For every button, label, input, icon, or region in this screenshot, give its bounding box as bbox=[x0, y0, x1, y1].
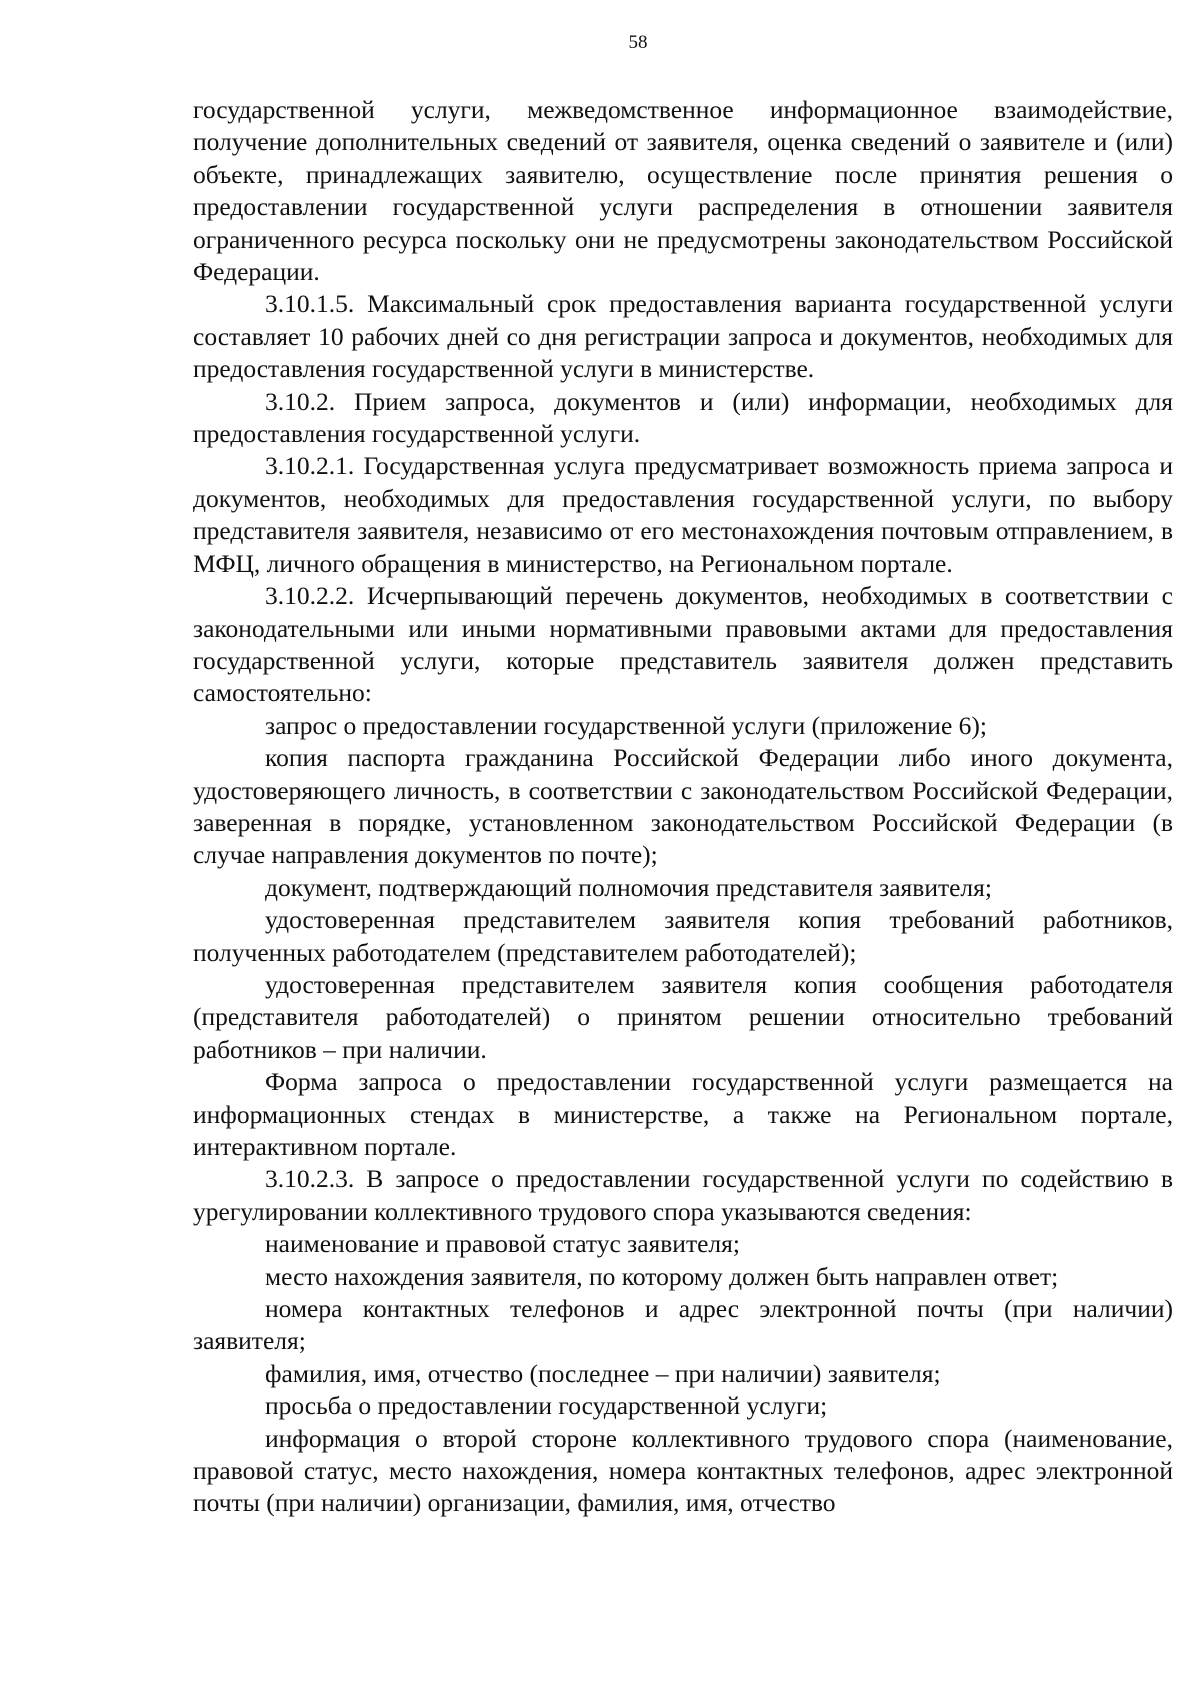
paragraph: наименование и правовой статус заявителя; bbox=[265, 1229, 740, 1259]
paragraph: 3.10.2.2. Исчерпывающий перечень документов, необходимых в соответствии с законодательными или иными нормативными правовыми актами для предоставления государственной услуги, которые представитель заявителя должен представить самостоятельно: bbox=[193, 581, 1173, 708]
paragraph: просьба о предоставлении государственной услуги; bbox=[265, 1391, 828, 1421]
paragraph: запрос о предоставлении государственной услуги (приложение 6); bbox=[265, 710, 987, 740]
paragraph: фамилия, имя, отчество (последнее – при наличии) заявителя; bbox=[265, 1358, 941, 1388]
paragraph: 3.10.2. Прием запроса, документов и (или) информации, необходимых для предоставления государственной услуги. bbox=[193, 386, 1173, 449]
paragraph: 3.10.1.5. Максимальный срок предоставления варианта государственной услуги составляет 10 рабочих дней со дня регистрации запроса и документов, необходимых для предоставления государственной услуги в министерстве. bbox=[193, 289, 1173, 384]
paragraph: государственной услуги, межведомственное информационное взаимодействие, получение дополнительных сведений от заявителя, оценка сведений о заявителе и (или) объекте, принадлежащих заявителю, осуществление после принятия решения о предоставлении государственной услуги распределения в отношении заявителя ограниченного ресурса поскольку они не предусмотрены законодательством Российской Федерации. bbox=[193, 95, 1173, 287]
paragraph: место нахождения заявителя, по которому должен быть направлен ответ; bbox=[265, 1261, 1059, 1291]
paragraph: 3.10.2.1. Государственная услуга предусматривает возможность приема запроса и документов, необходимых для предоставления государственной услуги, по выбору представителя заявителя, независимо от его местонахождения почтовым отправлением, в МФЦ, личного обращения в министерство, на Региональном портале. bbox=[193, 451, 1173, 578]
paragraph: 3.10.2.3. В запросе о предоставлении государственной услуги по содействию в урегулировании коллективного трудового спора указываются сведения: bbox=[193, 1164, 1173, 1226]
paragraph: Форма запроса о предоставлении государственной услуги размещается на информационных стендах в министерстве, а также на Региональном портале, интерактивном портале. bbox=[193, 1067, 1173, 1161]
paragraph: информация о второй стороне коллективного трудового спора (наименование, правовой статус, место нахождения, номера контактных телефонов, адрес электронной почты (при наличии) организации, фамилия, имя, отчество bbox=[193, 1423, 1173, 1518]
paragraph: номера контактных телефонов и адрес электронной почты (при наличии) заявителя; bbox=[193, 1294, 1173, 1356]
document-body bbox=[193, 94, 1173, 1520]
paragraph: удостоверенная представителем заявителя копия сообщения работодателя (представителя работодателей) о принятом решении относительно требований работников – при наличии. bbox=[193, 969, 1173, 1064]
page-number: 58 bbox=[628, 32, 648, 53]
paragraph: копия паспорта гражданина Российской Федерации либо иного документа, удостоверяющего личность, в соответствии с законодательством Российской Федерации, заверенная в порядке, установленном законодательством Российской Федерации (в случае направления документов по почте); bbox=[193, 743, 1173, 870]
paragraph: удостоверенная представителем заявителя копия требований работников, полученных работодателем (представителем работодателей); bbox=[193, 905, 1173, 967]
paragraph: документ, подтверждающий полномочия представителя заявителя; bbox=[265, 872, 992, 902]
